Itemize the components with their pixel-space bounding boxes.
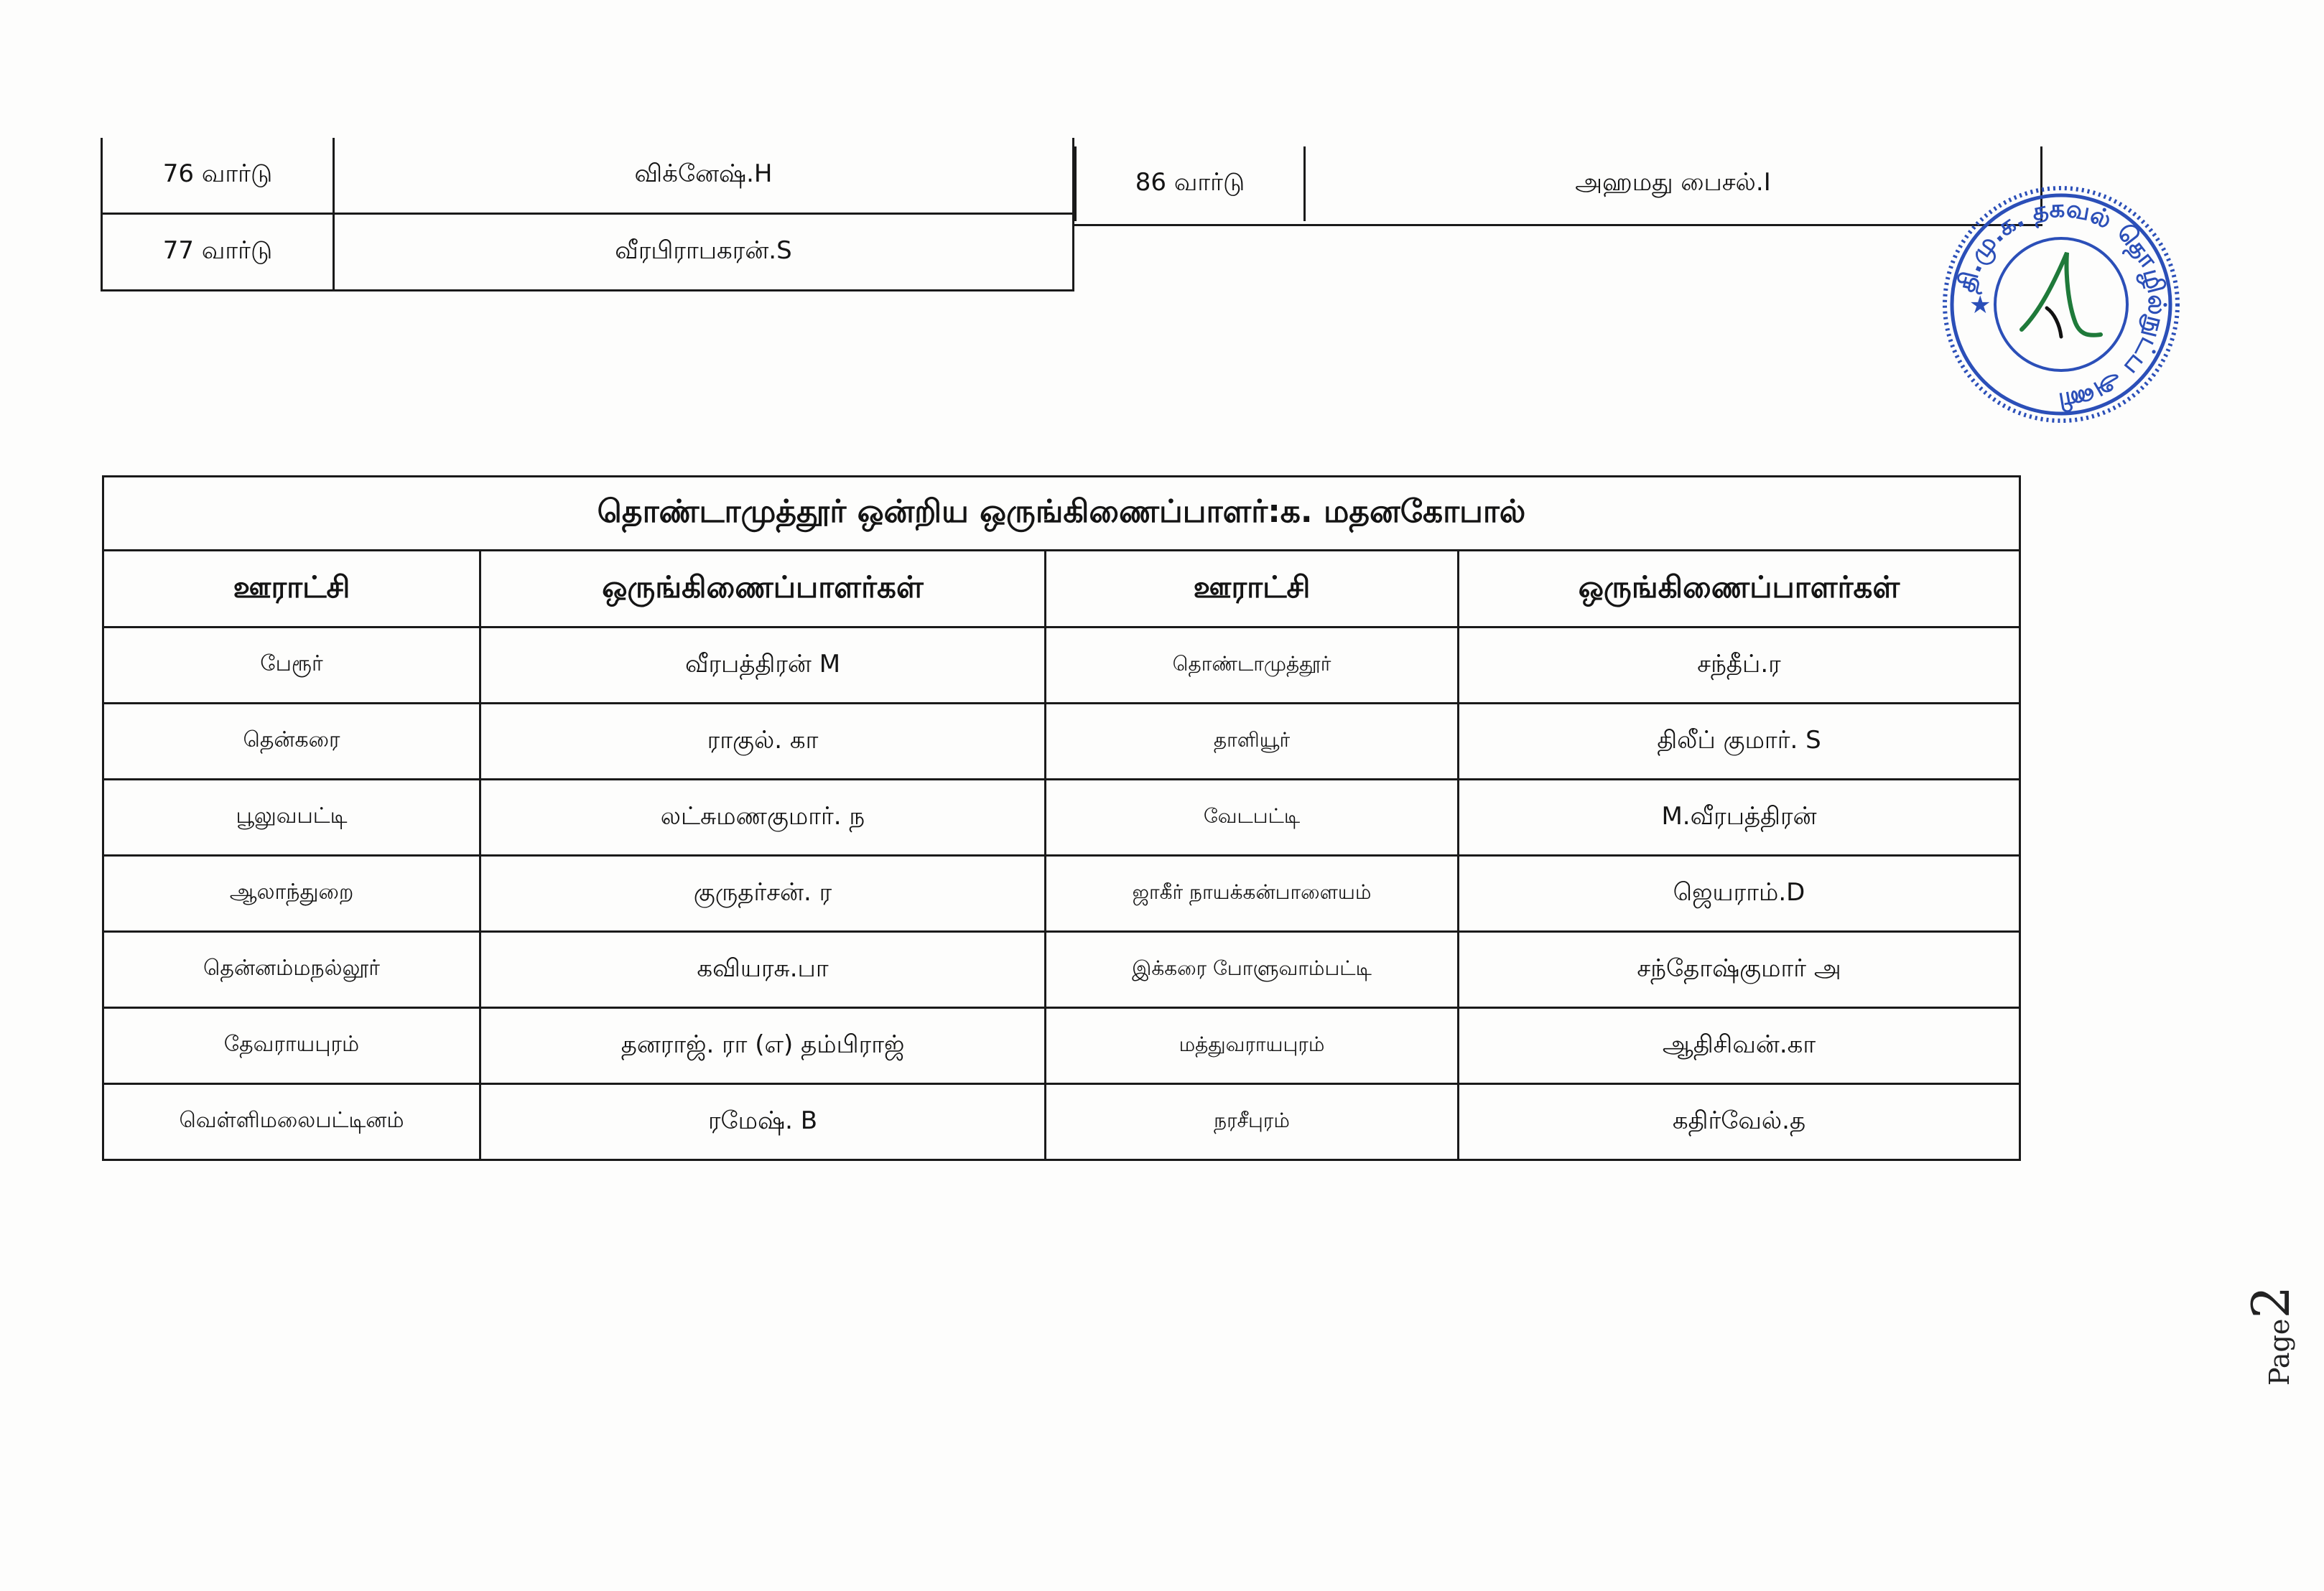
village-cell: தேவராயபுரம் [103, 1008, 480, 1084]
coordinator-cell: ரமேஷ். B [480, 1084, 1046, 1160]
village-cell: வெள்ளிமலைபட்டினம் [103, 1084, 480, 1160]
coordinator-cell: விக்னேஷ்.H [334, 138, 1074, 214]
ward-cell: 86 வார்டு [1076, 146, 1305, 221]
coordinator-cell: திலீப் குமார். S [1459, 704, 2020, 780]
coordinator-cell: தனராஜ். ரா (எ) தம்பிராஜ் [480, 1008, 1046, 1084]
seal-text: தி.மு.க. தகவல் தொழில்நுட்ப அணி [1952, 194, 2172, 416]
table-row [103, 1008, 2020, 1084]
column-header: ஊராட்சி [1046, 551, 1459, 627]
table-row [103, 627, 2020, 704]
village-cell: வேடபட்டி [1046, 780, 1459, 856]
table-header-row [103, 551, 2020, 627]
village-cell: இக்கரை போளுவாம்பட்டி [1046, 932, 1459, 1008]
village-cell: ஜாகீர் நாயக்கன்பாளையம் [1046, 856, 1459, 932]
page-number [2241, 1286, 2301, 1386]
village-cell: தொண்டாமுத்தூர் [1046, 627, 1459, 704]
page-number-value: 2 [2241, 1285, 2301, 1319]
table-row [102, 214, 1074, 291]
table-row [1076, 146, 2042, 221]
ward-table-left [101, 138, 1074, 291]
coordinator-cell: சந்தோஷ்குமார் அ [1459, 932, 2020, 1008]
column-header: ஊராட்சி [103, 551, 480, 627]
table-row [103, 856, 2020, 932]
coordinator-cell: M.வீரபத்திரன் [1459, 780, 2020, 856]
column-header: ஒருங்கிணைப்பாளர்கள் [480, 551, 1046, 627]
page-label: Page [2264, 1318, 2295, 1386]
village-cell: மத்துவராயபுரம் [1046, 1008, 1459, 1084]
ward-cell: 77 வார்டு [102, 214, 334, 291]
table-title: தொண்டாமுத்தூர் ஒன்றிய ஒருங்கிணைப்பாளர்:க. மதனகோபால் [103, 477, 2020, 551]
svg-text:★: ★ [1969, 291, 1991, 319]
coordinator-cell: வீரபிராபகரன்.S [334, 214, 1074, 291]
coordinator-cell: குருதர்சன். ர [480, 856, 1046, 932]
table-title-row [103, 477, 2020, 551]
village-cell: நரசீபுரம் [1046, 1084, 1459, 1160]
village-cell: பூலுவபட்டி [103, 780, 480, 856]
coordinator-cell: சந்தீப்.ர [1459, 627, 2020, 704]
coordinator-cell: அஹமது பைசல்.I [1305, 146, 2042, 221]
coordinator-cell: ராகுல். கா [480, 704, 1046, 780]
table-row [102, 138, 1074, 214]
union-coordinators-table [102, 475, 2021, 1161]
village-cell: தாளியூர் [1046, 704, 1459, 780]
coordinator-cell: கதிர்வேல்.த [1459, 1084, 2020, 1160]
table-row [103, 1084, 2020, 1160]
village-cell: தென்கரை [103, 704, 480, 780]
table-row [103, 704, 2020, 780]
coordinator-cell: வீரபத்திரன் M [480, 627, 1046, 704]
ward-table-right [1074, 146, 2042, 221]
village-cell: ஆலாந்துறை [103, 856, 480, 932]
coordinator-cell: கவியரசு.பா [480, 932, 1046, 1008]
column-header: ஒருங்கிணைப்பாளர்கள் [1459, 551, 2020, 627]
coordinator-cell: லட்சுமணகுமார். ந [480, 780, 1046, 856]
village-cell: தென்னம்மநல்லூர் [103, 932, 480, 1008]
village-cell: பேரூர் [103, 627, 480, 704]
ward-cell: 76 வார்டு [102, 138, 334, 214]
seal-stamp-icon [1939, 182, 2183, 426]
table-row [103, 932, 2020, 1008]
coordinator-cell: ஆதிசிவன்.கா [1459, 1008, 2020, 1084]
coordinator-cell: ஜெயராம்.D [1459, 856, 2020, 932]
table-row [103, 780, 2020, 856]
table-rule [1074, 224, 2042, 226]
